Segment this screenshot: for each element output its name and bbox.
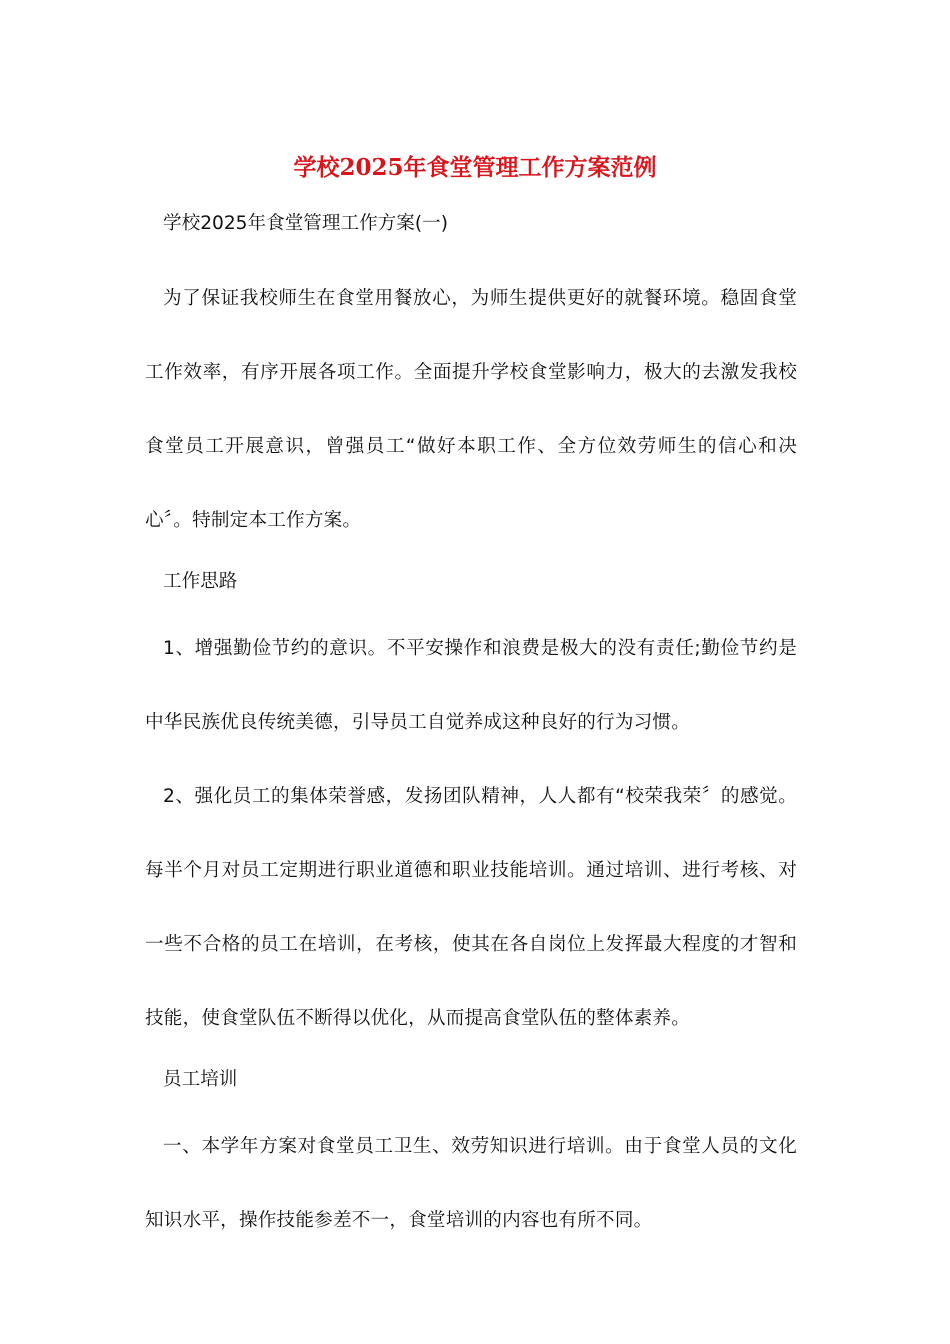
list-item-1: 1、增强勤俭节约的意识。不平安操作和浪费是极大的没有责任;勤俭节约是中华民族优良传统美德，引导员工自觉养成这种良好的行为习惯。 — [145, 638, 797, 733]
document-body — [145, 200, 797, 1258]
document-title: 学校2025年食堂管理工作方案范例 — [293, 154, 657, 181]
subtitle: 学校2025年食堂管理工作方案(一) — [163, 213, 448, 234]
intro-paragraph: 为了保证我校师生在食堂用餐放心，为师生提供更好的就餐环境。稳固食堂工作效率，有序开展各项工作。全面提升学校食堂影响力，极大的去激发我校食堂员工开展意识，曾强员工“做好本职工作、全方位效劳师生的信心和决心〞。特制定本工作方案。 — [145, 288, 797, 531]
list-item-2: 2、强化员工的集体荣誉感，发扬团队精神，人人都有“校荣我荣〞的感觉。每半个月对员工定期进行职业道德和职业技能培训。通过培训、进行考核、对一些不合格的员工在培训，在考核，使其在各自岗位上发挥最大程度的才智和技能，使食堂队伍不断得以优化，从而提高食堂队伍的整体素养。 — [145, 786, 797, 1029]
section-heading-staff-training: 员工培训 — [163, 1069, 238, 1090]
training-paragraph-1: 一、本学年方案对食堂员工卫生、效劳知识进行培训。由于食堂人员的文化知识水平，操作技能参差不一，食堂培训的内容也有所不同。 — [145, 1136, 797, 1231]
section-heading-work-ideas: 工作思路 — [163, 571, 238, 592]
